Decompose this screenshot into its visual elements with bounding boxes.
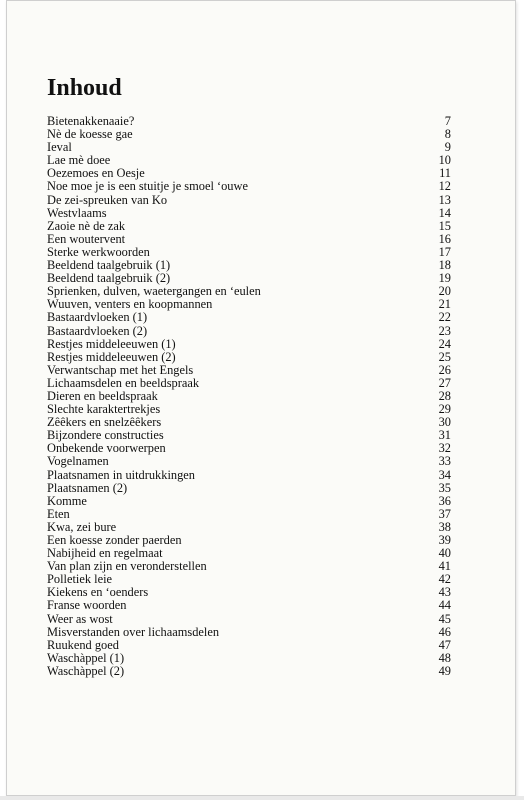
toc-entry-page-number: 19 xyxy=(438,271,451,286)
toc-entry-title: Zaoie nè de zak xyxy=(47,218,126,233)
toc-entry xyxy=(47,469,451,482)
toc-entry-page-number: 28 xyxy=(438,388,451,403)
toc-entry-title: Restjes middeleeuwen (2) xyxy=(47,349,176,364)
toc-entry-title: Misverstanden over lichaamsdelen xyxy=(47,624,220,639)
toc-entry-title: Eten xyxy=(47,506,70,521)
toc-entry-page-number: 38 xyxy=(438,519,451,534)
toc-entry-title: De zei-spreuken van Ko xyxy=(47,192,168,207)
toc-entry-page-number: 23 xyxy=(438,323,451,338)
toc-entry-title: Nè de koesse gae xyxy=(47,127,133,142)
toc-entry-title: Oezemoes en Oesje xyxy=(47,166,145,181)
toc-entry-page-number: 46 xyxy=(438,624,451,639)
toc-entry xyxy=(47,233,451,246)
toc-entry-title: Nabijheid en regelmaat xyxy=(47,546,163,561)
page-title: Inhoud xyxy=(47,75,122,101)
page-edge-shadow xyxy=(0,796,524,800)
toc-entry xyxy=(47,665,451,678)
toc-entry-title: Plaatsnamen in uitdrukkingen xyxy=(47,467,195,482)
toc-entry xyxy=(47,128,451,141)
toc-entry-page-number: 10 xyxy=(438,153,451,168)
toc-entry-page-number: 7 xyxy=(444,114,451,128)
toc-entry-title: Een woutervent xyxy=(47,231,126,246)
toc-entry xyxy=(47,180,451,193)
toc-entry-title: Plaatsnamen (2) xyxy=(47,480,128,495)
toc-entry-page-number: 41 xyxy=(438,559,451,574)
toc-entry-title: Beeldend taalgebruik (2) xyxy=(47,271,171,286)
toc-entry-title: Franse woorden xyxy=(47,598,127,613)
toc-entry xyxy=(47,364,451,377)
toc-entry-title: Ieval xyxy=(47,140,72,155)
toc-entry-page-number: 47 xyxy=(438,637,451,652)
toc-entry-page-number: 36 xyxy=(438,493,451,508)
toc-entry xyxy=(47,639,451,652)
toc-entry-title: Lae mè doee xyxy=(47,153,111,168)
toc-entry-title: Noe moe je is een stuitje je smoel ‘ouwe xyxy=(47,179,248,194)
toc-entry-page-number: 30 xyxy=(438,415,451,430)
toc-entry-title: Een koesse zonder paerden xyxy=(47,533,182,547)
toc-entry-title: Beeldend taalgebruik (1) xyxy=(47,258,171,273)
toc-entry xyxy=(47,626,451,639)
toc-entry-page-number: 35 xyxy=(438,480,451,495)
toc-entry-page-number: 18 xyxy=(438,258,451,273)
toc-entry xyxy=(47,325,451,338)
toc-entry-title: Bastaardvloeken (1) xyxy=(47,310,148,325)
toc-entry xyxy=(47,338,451,351)
toc-entry xyxy=(47,508,451,521)
toc-entry-title: Polletiek leie xyxy=(47,572,113,587)
toc-entry-page-number: 24 xyxy=(438,336,451,351)
toc-entry-page-number: 21 xyxy=(438,297,451,312)
toc-entry-page-number: 37 xyxy=(438,506,451,521)
toc-entry-page-number: 43 xyxy=(438,585,451,600)
toc-entry-title: Waschàppel (1) xyxy=(47,650,125,665)
toc-entry-page-number: 32 xyxy=(438,441,451,456)
toc-entry xyxy=(47,613,451,626)
toc-entry-page-number: 25 xyxy=(438,349,451,364)
toc-entry-title: Zêêkers en snelzêêkers xyxy=(47,415,162,430)
toc-entry xyxy=(47,311,451,324)
toc-entry-page-number: 20 xyxy=(438,284,451,299)
toc-entry xyxy=(47,207,451,220)
book-page xyxy=(6,0,516,796)
toc-entry-page-number: 40 xyxy=(438,546,451,561)
toc-entry-title: Restjes middeleeuwen (1) xyxy=(47,336,176,351)
toc-entry-title: Kwa, zei bure xyxy=(47,519,117,534)
toc-entry-title: Lichaamsdelen en beeldspraak xyxy=(47,375,200,390)
toc-entry-title: Wuuven, venters en koopmannen xyxy=(47,297,213,312)
toc-entry-page-number: 13 xyxy=(438,192,451,207)
toc-entry-title: Vogelnamen xyxy=(47,454,109,469)
toc-entry xyxy=(47,652,451,665)
toc-entry-page-number: 17 xyxy=(438,244,451,259)
table-of-contents xyxy=(47,115,451,678)
toc-entry-page-number: 34 xyxy=(438,467,451,482)
toc-entry-page-number: 8 xyxy=(444,127,451,142)
toc-entry-page-number: 39 xyxy=(438,533,451,547)
toc-entry-page-number: 31 xyxy=(438,428,451,443)
toc-entry xyxy=(47,599,451,612)
toc-entry-title: Komme xyxy=(47,493,87,508)
toc-entry-page-number: 44 xyxy=(438,598,451,613)
toc-entry-page-number: 48 xyxy=(438,650,451,665)
toc-entry xyxy=(47,220,451,233)
toc-entry-page-number: 9 xyxy=(444,140,451,155)
toc-entry-page-number: 16 xyxy=(438,231,451,246)
toc-entry xyxy=(47,351,451,364)
toc-entry-title: Sprienken, dulven, waetergangen en ‘eulen xyxy=(47,284,261,299)
toc-entry-page-number: 42 xyxy=(438,572,451,587)
toc-entry-title: Bietenakkenaaie? xyxy=(47,114,135,128)
toc-entry-page-number: 45 xyxy=(438,611,451,626)
toc-entry-title: Bijzondere constructies xyxy=(47,428,164,443)
toc-entry-title: Westvlaams xyxy=(47,205,107,220)
toc-entry xyxy=(47,194,451,207)
toc-entry-title: Bastaardvloeken (2) xyxy=(47,323,148,338)
toc-entry-title: Sterke werkwoorden xyxy=(47,244,150,259)
toc-entry xyxy=(47,455,451,468)
toc-entry xyxy=(47,482,451,495)
toc-entry-title: Onbekende voorwerpen xyxy=(47,441,166,456)
toc-entry-page-number: 29 xyxy=(438,402,451,417)
toc-entry-page-number: 33 xyxy=(438,454,451,469)
toc-entry xyxy=(47,377,451,390)
toc-entry-page-number: 22 xyxy=(438,310,451,325)
toc-entry-page-number: 15 xyxy=(438,218,451,233)
toc-entry-page-number: 11 xyxy=(439,166,451,181)
toc-entry-page-number: 49 xyxy=(438,663,451,678)
toc-entry-page-number: 27 xyxy=(438,375,451,390)
toc-entry-title: Kiekens en ‘oenders xyxy=(47,585,149,600)
toc-entry-title: Van plan zijn en veronderstellen xyxy=(47,559,207,574)
toc-entry-title: Waschàppel (2) xyxy=(47,663,125,678)
toc-entry-title: Verwantschap met het Engels xyxy=(47,362,194,377)
toc-entry-page-number: 14 xyxy=(438,205,451,220)
toc-entry-title: Ruukend goed xyxy=(47,637,119,652)
toc-entry-title: Weer as wost xyxy=(47,611,113,626)
toc-entry-page-number: 12 xyxy=(438,179,451,194)
toc-entry-title: Slechte karaktertrekjes xyxy=(47,402,161,417)
toc-entry xyxy=(47,495,451,508)
toc-entry-page-number: 26 xyxy=(438,362,451,377)
toc-entry-title: Dieren en beeldspraak xyxy=(47,388,158,403)
